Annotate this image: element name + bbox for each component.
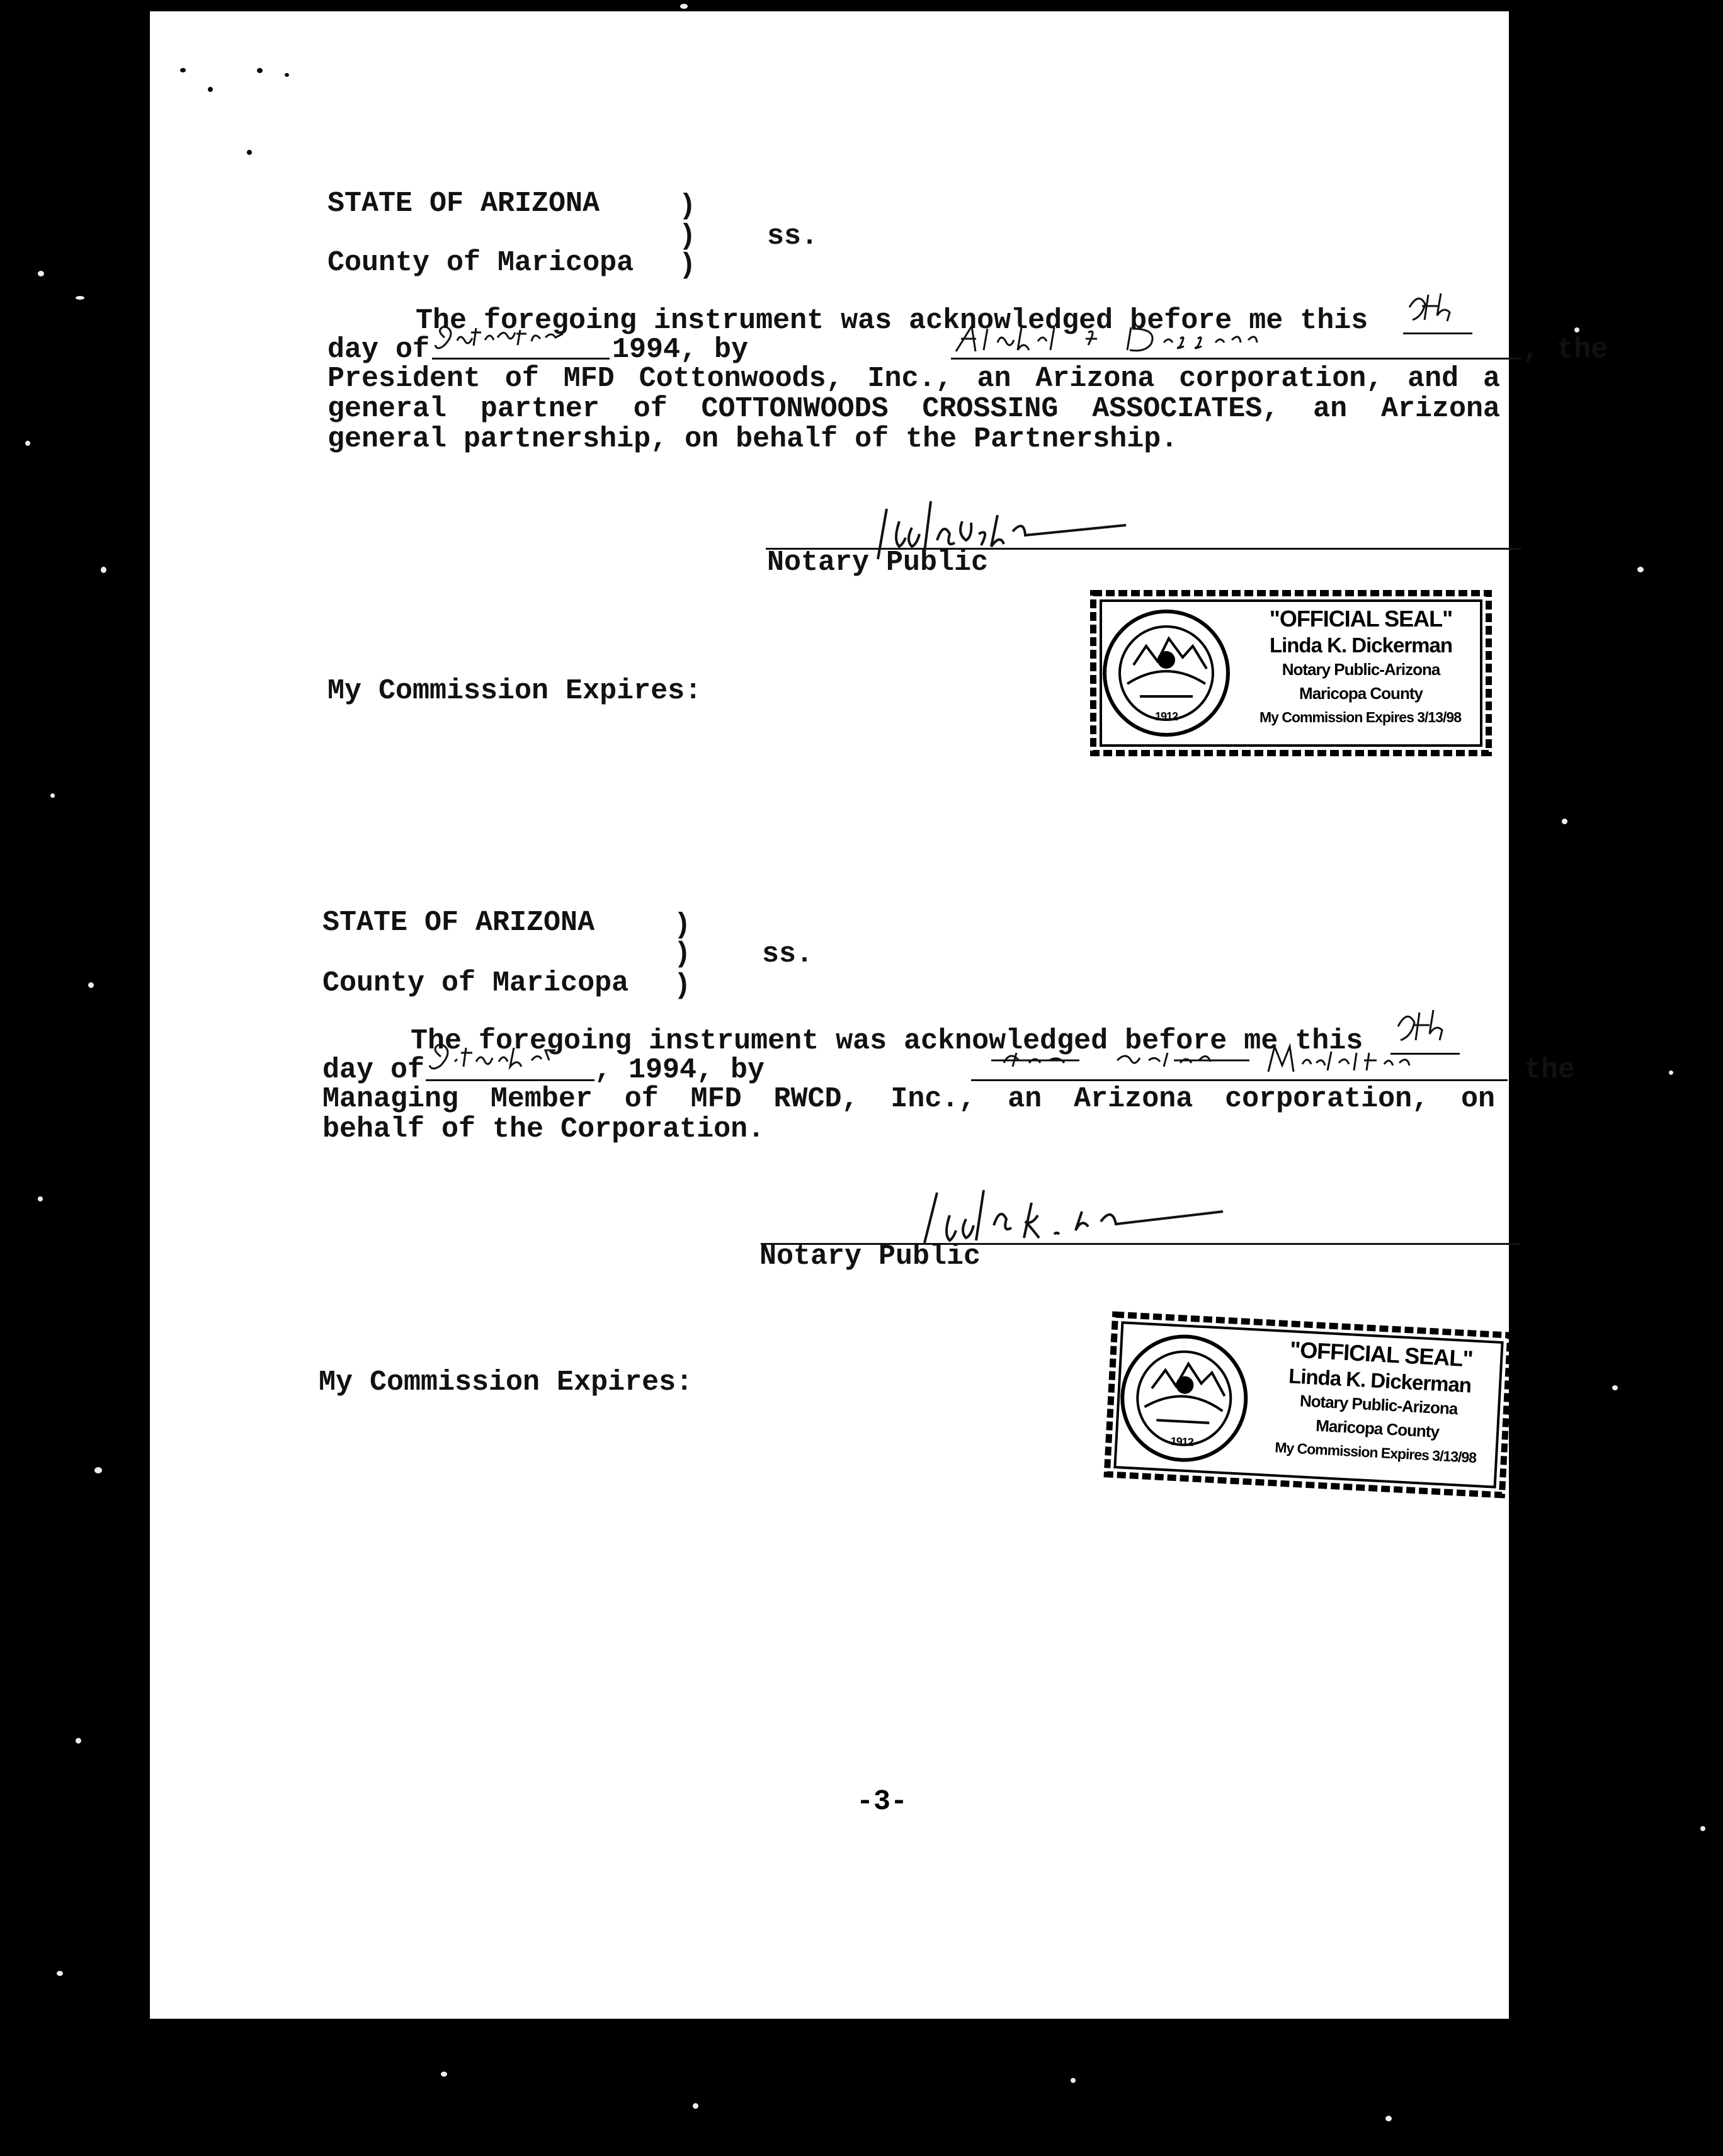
block1-paren-2: ) bbox=[679, 220, 697, 252]
seal-expires: My Commission Expires 3/13/98 bbox=[1274, 1439, 1477, 1467]
seal-role: Notary Public-Arizona bbox=[1282, 660, 1440, 679]
block1-state: STATE OF ARIZONA bbox=[327, 188, 600, 220]
document-page bbox=[150, 11, 1608, 2019]
seal-expires: My Commission Expires 3/13/98 bbox=[1260, 709, 1461, 725]
block1-paren-1: ) bbox=[679, 190, 697, 222]
seal-year: 1912 bbox=[1170, 1434, 1194, 1449]
block1-name-handwriting bbox=[943, 320, 1346, 358]
block1-line1: The foregoing instrument was acknowledged before me this bbox=[416, 305, 1368, 337]
block1-day-of: day of bbox=[327, 334, 430, 366]
block1-month-handwriting bbox=[432, 319, 596, 356]
seal-name: Linda K. Dickerman bbox=[1288, 1364, 1472, 1397]
block1-ss: ss. bbox=[767, 220, 819, 252]
seal-county: Maricopa County bbox=[1299, 684, 1423, 703]
seal-title: "OFFICIAL SEAL" bbox=[1289, 1336, 1474, 1372]
block1-commission: My Commission Expires: bbox=[327, 675, 702, 707]
seal-name: Linda K. Dickerman bbox=[1269, 633, 1453, 657]
page-number: -3- bbox=[856, 1786, 908, 1818]
block2-commission: My Commission Expires: bbox=[319, 1366, 693, 1399]
block1-year-by: 1994, by bbox=[612, 334, 749, 366]
block1-the: , the bbox=[1523, 334, 1608, 366]
block2-month-handwriting bbox=[426, 1039, 589, 1079]
block1-day-line bbox=[1403, 332, 1472, 334]
block1-official-seal bbox=[1089, 589, 1493, 757]
block2-line1: The foregoing instrument was acknowledged before me this bbox=[411, 1025, 1363, 1057]
block1-line4: general partner of COTTONWOODS CROSSING ASSOCIATES, an Arizona bbox=[327, 393, 1500, 425]
block1-line3: President of MFD Cottonwoods, Inc., an Arizona corporation, and a bbox=[327, 363, 1500, 395]
seal-title: "OFFICIAL SEAL" bbox=[1269, 606, 1453, 632]
block1-line5: general partnership, on behalf of the Partnership. bbox=[327, 423, 1178, 455]
seal-role: Notary Public-Arizona bbox=[1299, 1391, 1459, 1419]
block1-day-handwriting bbox=[1403, 288, 1472, 326]
block2-paren-3: ) bbox=[674, 970, 691, 1002]
block2-official-seal bbox=[1103, 1310, 1514, 1499]
block2-line4: behalf of the Corporation. bbox=[322, 1113, 765, 1145]
block1-county: County of Maricopa bbox=[327, 247, 634, 279]
block2-line3: Managing Member of MFD RWCD, Inc., an Arizona corporation, on bbox=[322, 1083, 1495, 1115]
block2-ss: ss. bbox=[762, 938, 814, 970]
block2-day-handwriting bbox=[1390, 1006, 1466, 1047]
block2-name-line bbox=[971, 1079, 1508, 1081]
block2-paren-1: ) bbox=[674, 909, 691, 941]
block2-month-line bbox=[426, 1079, 594, 1081]
block2-notary-label: Notary Public bbox=[759, 1240, 981, 1273]
seal-county: Maricopa County bbox=[1315, 1416, 1440, 1441]
block2-name-handwriting bbox=[991, 1041, 1445, 1079]
block1-month-line bbox=[432, 358, 610, 360]
block2-day-of: day of bbox=[322, 1054, 425, 1086]
block2-county: County of Maricopa bbox=[322, 967, 629, 999]
block1-name-line bbox=[951, 358, 1521, 360]
block1-notary-label: Notary Public bbox=[767, 547, 989, 579]
block2-year-by: , 1994, by bbox=[594, 1054, 765, 1086]
seal-year: 1912 bbox=[1154, 710, 1178, 723]
block2-paren-2: ) bbox=[674, 938, 691, 970]
block2-state: STATE OF ARIZONA bbox=[322, 907, 595, 939]
block2-the: the bbox=[1524, 1054, 1576, 1086]
block1-paren-3: ) bbox=[679, 249, 697, 281]
